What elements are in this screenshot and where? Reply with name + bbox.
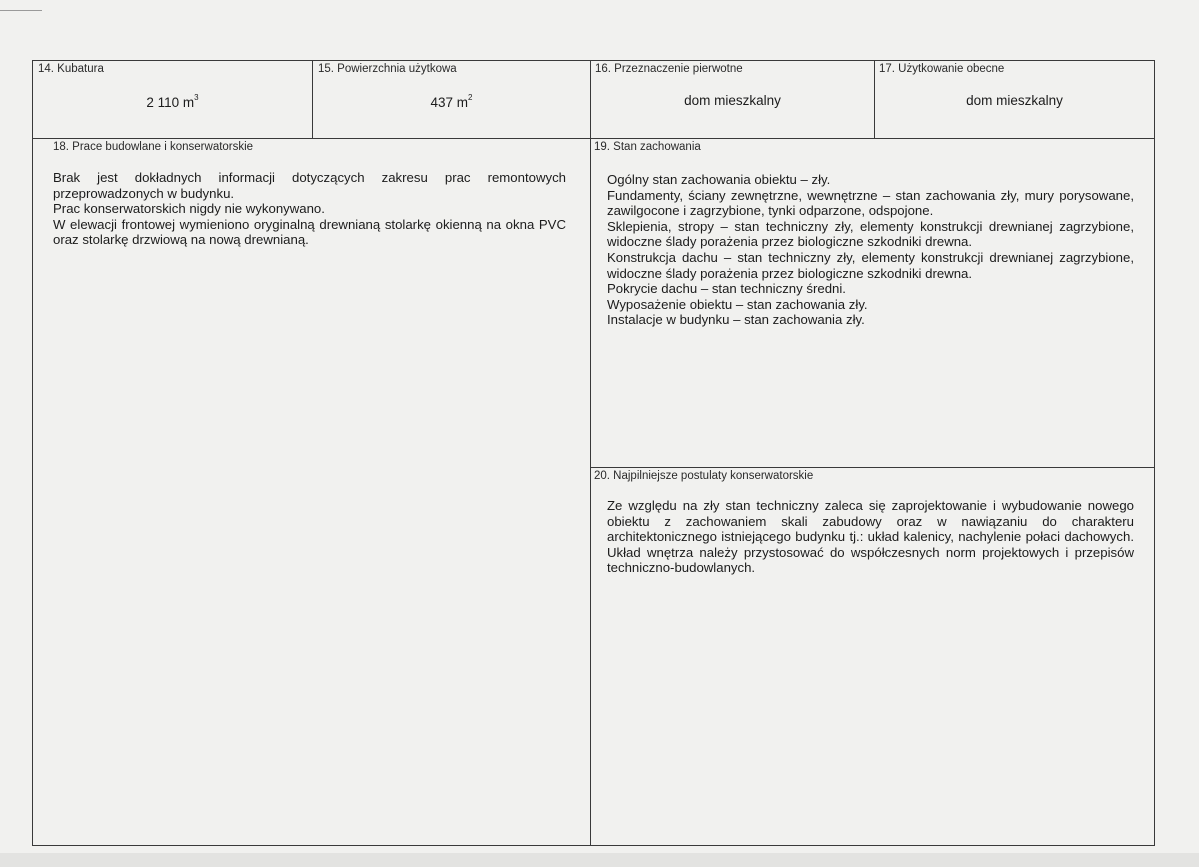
divider-h-top-row <box>33 138 1154 139</box>
powierzchnia-label: 15. Powierzchnia użytkowa <box>318 63 457 75</box>
uzytkowanie-value: dom mieszkalny <box>966 93 1063 108</box>
stan-paragraph: Wyposażenie obiektu – stan zachowania zły. <box>607 296 868 312</box>
prace-text <box>53 170 566 248</box>
postulaty-paragraph: Ze względu na zły stan techniczny zaleca się zaprojektowanie i wybudowanie nowego obiektu z zachowaniem skali zabudowy oraz w nawiązaniu do charakteru architektonicznego istniejącego budynku tj.: układ kalenicy, nachylenie połaci dachowych. Układ wnętrza należy przystosować do współczesnych norm projektowych i przepisów techniczno-budowlanych. <box>607 498 1134 576</box>
stan-paragraph: Instalacje w budynku – stan zachowania zły. <box>607 312 865 328</box>
prace-paragraph: W elewacji frontowej wymieniono oryginalną drewnianą stolarkę okienną na okna PVC oraz stolarkę drzwiową na nową drewnianą. <box>53 216 566 248</box>
kubatura-label: 14. Kubatura <box>38 63 104 75</box>
stan-paragraph: Konstrukcja dachu – stan techniczny zły, elementy konstrukcji drewnianej zagrzybione, widoczne ślady porażenia przez biologiczne szkodniki drewna. <box>607 249 1134 281</box>
divider-h-19-20 <box>590 467 1154 468</box>
record-card-form <box>32 60 1155 846</box>
scan-artifact-line <box>0 10 42 11</box>
stan-paragraph: Sklepienia, stropy – stan techniczny zły, elementy konstrukcji drewnianej zagrzybione, widoczne ślady porażenia przez biologiczne szkodniki drewna. <box>607 218 1134 250</box>
stan-paragraph: Fundamenty, ściany zewnętrzne, wewnętrzne – stan zachowania zły, mury porysowane, zawilgocone i zagrzybione, tynki odparzone, odspojone. <box>607 187 1134 219</box>
przeznaczenie-label: 16. Przeznaczenie pierwotne <box>595 63 743 75</box>
postulaty-label: 20. Najpilniejsze postulaty konserwatorskie <box>594 470 814 482</box>
scan-bottom-band <box>0 853 1199 867</box>
divider-v-center <box>590 61 591 846</box>
stan-paragraph: Pokrycie dachu – stan techniczny średni. <box>607 281 846 297</box>
uzytkowanie-label: 17. Użytkowanie obecne <box>879 63 1005 75</box>
stan-paragraph: Ogólny stan zachowania obiektu – zły. <box>607 172 831 187</box>
prace-paragraph: Prac konserwatorskich nigdy nie wykonywano. <box>53 201 325 217</box>
prace-label: 18. Prace budowlane i konserwatorskie <box>53 141 254 153</box>
powierzchnia-value: 437 $m^2$ <box>430 93 473 110</box>
kubatura-value: 2 110 $m^3$ <box>146 93 199 110</box>
prace-paragraph: Brak jest dokładnych informacji dotyczących zakresu prac remontowych przeprowadzonych w budynku. <box>53 170 566 201</box>
stan-text <box>607 172 1134 328</box>
postulaty-text <box>607 498 1134 576</box>
stan-label: 19. Stan zachowania <box>594 141 701 153</box>
przeznaczenie-value: dom mieszkalny <box>684 93 781 108</box>
